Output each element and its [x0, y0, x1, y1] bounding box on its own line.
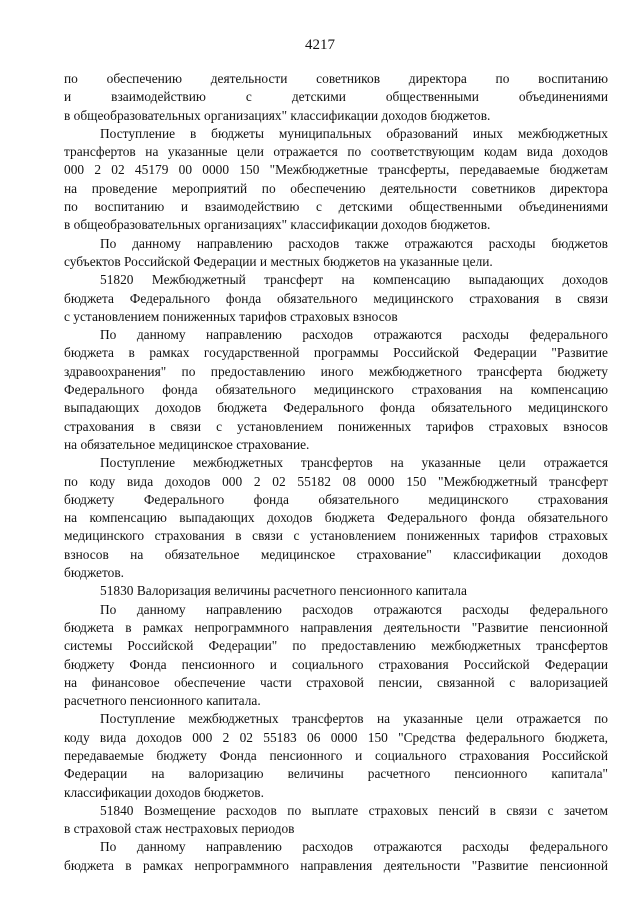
text-line: субъектов Российской Федерации и местных бюджетов на указанные цели. [64, 253, 493, 269]
text-line: 000 2 02 45179 00 0000 150 "Межбюджетные трансферты, передаваемые бюджетам [64, 162, 608, 178]
text-line: бюджету Федерального фонда обязательного медицинского страхования [64, 491, 608, 507]
text-line: по коду вида доходов 000 2 02 55182 08 0000 150 "Межбюджетный трансферт [64, 473, 608, 489]
text-line: Федерального фонда обязательного медицинского страхования на компенсацию [64, 382, 608, 398]
text-line: на проведение мероприятий по обеспечению деятельности советников директора [64, 180, 608, 196]
text-line: По данному направлению расходов отражаются расходы федерального [100, 601, 608, 617]
text-line: коду вида доходов 000 2 02 55183 06 0000 150 "Средства федерального бюджета, [64, 729, 608, 745]
text-line: и взаимодействию с детскими общественными объединениями [64, 89, 608, 105]
text-line: классификации доходов бюджетов. [64, 784, 264, 800]
text-line: Поступление в бюджеты муниципальных образований иных межбюджетных [100, 125, 608, 141]
text-line: трансфертов на указанные цели отражается по соответствующим кодам вида доходов [64, 144, 608, 160]
text-line: в общеобразовательных организациях" классификации доходов бюджетов. [64, 107, 491, 123]
text-line: по обеспечению деятельности советников директора по воспитанию [64, 71, 608, 86]
text-line: 51840 Возмещение расходов по выплате страховых пенсий в связи с зачетом [100, 802, 608, 818]
text-line: По данному направлению расходов отражаются расходы федерального [100, 839, 608, 855]
text-line: бюджета в рамках непрограммного направления деятельности "Развитие пенсионной [64, 619, 608, 635]
text-line: взносов на обязательное медицинское страхование" классификации доходов [64, 546, 608, 562]
text-line: Поступление межбюджетных трансфертов на указанные цели отражается [100, 455, 608, 471]
text-line: бюджета в рамках непрограммного направления деятельности "Развитие пенсионной [64, 857, 608, 873]
text-line: в страховой стаж нестраховых периодов [64, 821, 295, 837]
text-line: По данному направлению расходов отражаются расходы федерального [100, 327, 608, 343]
text-line: По данному направлению расходов также отражаются расходы бюджетов [100, 235, 608, 251]
document-body [64, 70, 608, 875]
text-line: в общеобразовательных организациях" классификации доходов бюджетов. [64, 217, 491, 233]
text-line: по воспитанию и взаимодействию с детскими общественными объединениями [64, 199, 608, 215]
text-line: расчетного пенсионного капитала. [64, 693, 261, 709]
text-line: выпадающих доходов бюджета Федерального фонда обязательного медицинского [64, 400, 608, 416]
text-line: 51820 Межбюджетный трансферт на компенсацию выпадающих доходов [100, 272, 608, 288]
text-line: Федерации на валоризацию величины расчетного пенсионного капитала" [64, 766, 608, 782]
text-line: бюджета в рамках государственной программы Российской Федерации "Развитие [64, 345, 608, 361]
text-line: на компенсацию выпадающих доходов бюджета Федерального фонда обязательного [64, 510, 608, 526]
text-line: 51830 Валоризация величины расчетного пенсионного капитала [100, 583, 467, 599]
text-line: передаваемые бюджету Фонда пенсионного и социального страхования Российской [64, 747, 608, 763]
text-line: бюджету Фонда пенсионного и социального страхования Российской Федерации [64, 656, 608, 672]
text-line: с установлением пониженных тарифов страховых взносов [64, 308, 398, 324]
text-line: системы Российской Федерации" по предоставлению межбюджетных трансфертов [64, 638, 608, 654]
text-line: на финансовое обеспечение части страховой пенсии, связанной с валоризацией [64, 674, 608, 690]
text-line: бюджетов. [64, 565, 125, 581]
text-line: бюджета Федерального фонда обязательного медицинского страхования в связи [64, 290, 608, 306]
text-line: на обязательное медицинское страхование. [64, 436, 310, 452]
text-line: страхования в связи с установлением пониженных тарифов страховых взносов [64, 418, 608, 434]
text-line: здравоохранения" по предоставлению иного межбюджетного трансферта бюджету [64, 363, 608, 379]
text-line: медицинского страхования в связи с установлением пониженных тарифов страховых [64, 528, 608, 544]
page-number: 4217 [305, 37, 335, 53]
text-line: Поступление межбюджетных трансфертов на указанные цели отражается по [100, 711, 608, 727]
